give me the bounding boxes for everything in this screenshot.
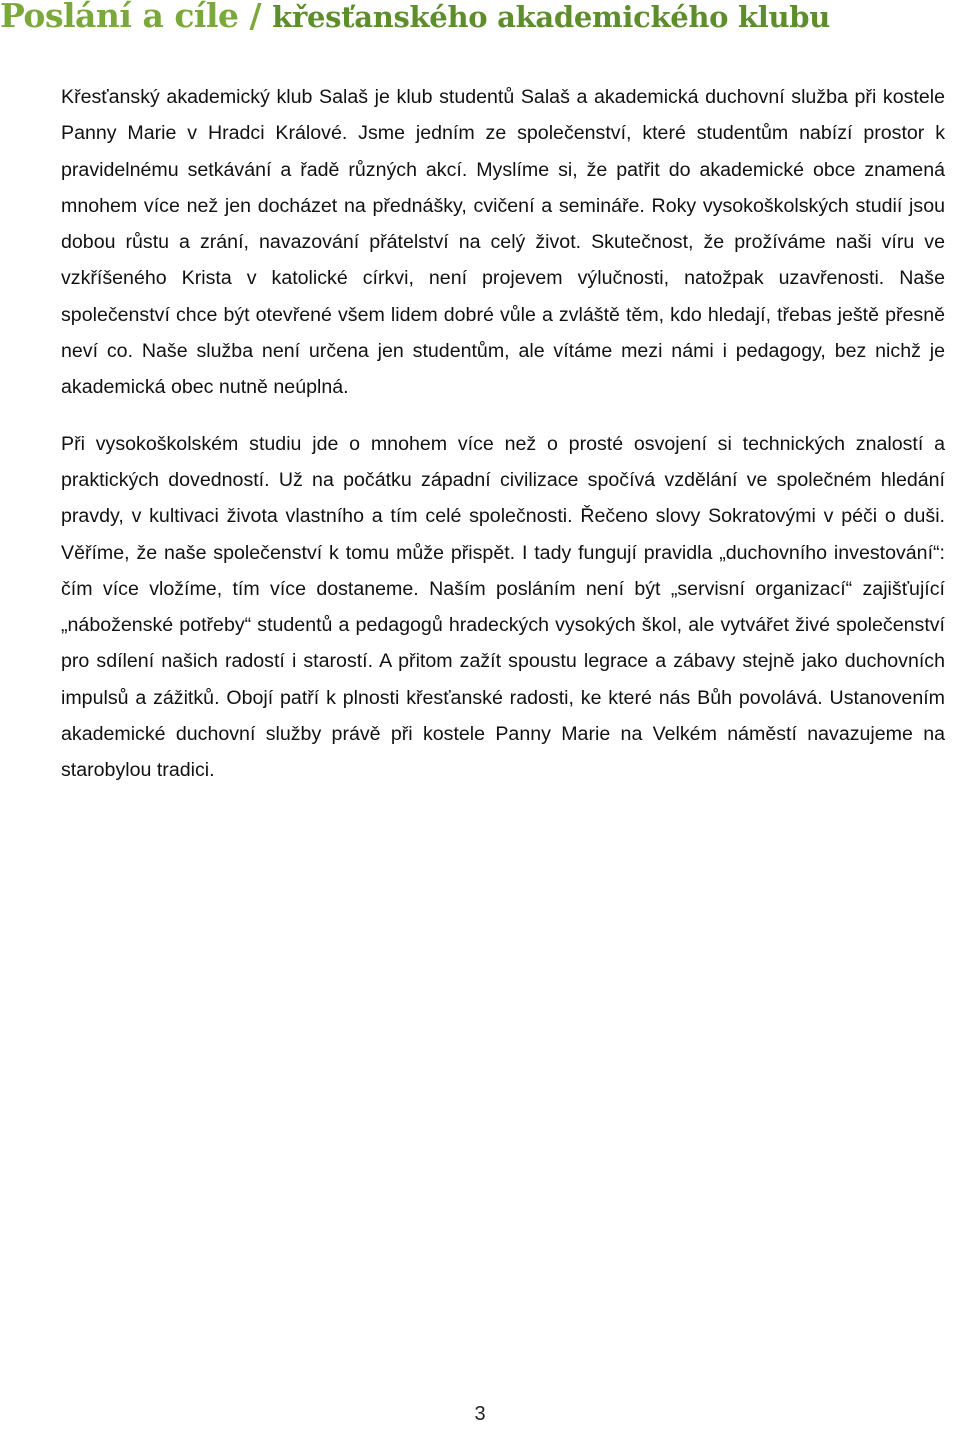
paragraph-mission: Při vysokoškolském studiu jde o mnohem více než o prosté osvojení si technických znalostí a praktických dovedností. Už na počátku západní civilizace spočívá vzdělání ve společném hledání pravdy, v kultivaci života vlastního a tím celé společnosti. Řečeno slovy Sokratovými v péči o duši. Věříme, že naše společenství k tomu může přispět. I tady fungují pravidla „duchovního investování“: čím více vložíme, tím více dostaneme. Naším posláním není být „servisní organizací“ zajišťující „náboženské potřeby“ studentů a pedagogů hradeckých vysokých škol, ale vytvářet živé společenství pro sdílení našich radostí i starostí. A přitom zažít spoustu legrace a zábavy stejně jako duchovních impulsů a zážitků. Obojí patří k plnosti křesťanské radosti, ke které nás Bůh povolává. Ustanovením akademické duchovní služby právě při kostele Panny Marie na Velkém náměstí navazujeme na starobylou tradici. — [61, 432, 945, 782]
title-main: Poslání a cíle / — [0, 0, 262, 35]
page-number: 3 — [474, 1403, 486, 1425]
title-subtitle: křesťanského akademického klubu — [272, 0, 831, 34]
page-title — [0, 0, 960, 34]
paragraph-intro: Křesťanský akademický klub Salaš je klub studentů Salaš a akademická duchovní služba při kostele Panny Marie v Hradci Králové. Jsme jedním ze společenství, které studentům nabízí prostor k pravidelnému setkávání a řadě různých akcí. Myslíme si, že patřit do akademické obce znamená mnohem více než jen docházet na přednášky, cvičení a semináře. Roky vysokoškolských studií jsou dobou růstu a zrání, navazování přátelství na celý život. Skutečnost, že prožíváme naši víru ve vzkříšeného Krista v katolické církvi, není projevem výlučnosti, natožpak uzavřenosti. Naše společenství chce být otevřené všem lidem dobré vůle a zvláště těm, kdo hledají, třebas ještě přesně neví co. Naše služba není určena jen studentům, ale vítáme mezi námi i pedagogy, bez nichž je akademická obec nutně neúplná. — [61, 86, 945, 399]
body-text — [61, 79, 945, 789]
